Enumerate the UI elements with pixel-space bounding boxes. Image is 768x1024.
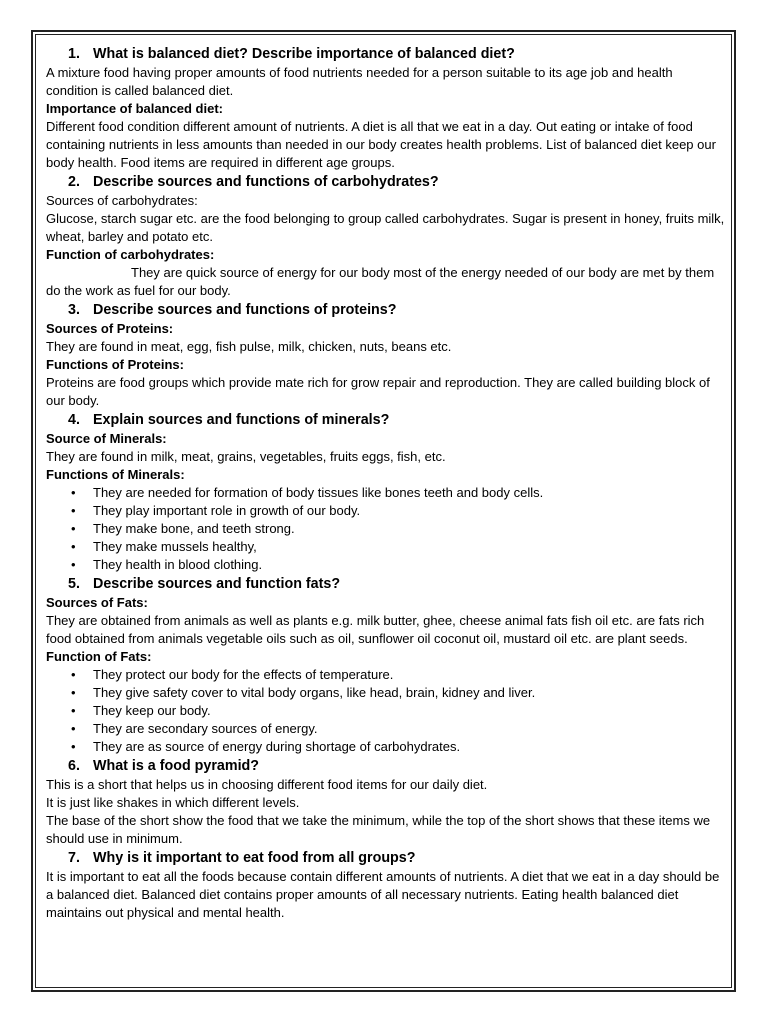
question-6-heading: 6. What is a food pyramid? (68, 758, 260, 774)
q3-subheading-sources: Sources of Proteins: (46, 321, 174, 336)
q6-text-3: The base of the short show the food that we take the minimum, while the top of the short shows that these items we should use in minimum. (46, 813, 711, 846)
list-item: • They make mussels healthy, (46, 538, 726, 556)
q2-subheading-sources: Sources of carbohydrates: (46, 193, 198, 208)
list-item: • They health in blood clothing. (46, 556, 726, 574)
q4-subheading-functions: Functions of Minerals: (46, 467, 185, 482)
list-item: • They play important role in growth of our body. (46, 502, 726, 520)
list-item: • They make bone, and teeth strong. (46, 520, 726, 538)
q2-function-text: They are quick source of energy for our body most of the energy needed of our body are met by them do the work as fuel for our body. (46, 265, 715, 298)
q1-subheading-importance: Importance of balanced diet: (46, 101, 223, 116)
question-2-heading: 2. Describe sources and functions of carbohydrates? (68, 174, 439, 190)
q2-subheading-function: Function of carbohydrates: (46, 247, 215, 262)
document-body (46, 44, 726, 922)
list-item: • They are needed for formation of body tissues like bones teeth and body cells. (46, 484, 726, 502)
q4-subheading-sources: Source of Minerals: (46, 431, 167, 446)
q6-text-2: It is just like shakes in which different levels. (46, 795, 300, 810)
q3-functions-text: Proteins are food groups which provide mate rich for grow repair and reproduction. They are called building block of our body. (46, 375, 710, 408)
q5-subheading-sources: Sources of Fats: (46, 595, 148, 610)
list-item: • They are secondary sources of energy. (46, 720, 726, 738)
q5-subheading-function: Function of Fats: (46, 649, 152, 664)
list-item: • They keep our body. (46, 702, 726, 720)
q7-text: It is important to eat all the foods because contain different amounts of nutrients. A diet that we eat in a day should be a balanced diet. Balanced diet contains proper amounts of all necessary nutrients. Eating health balanced diet maintains out physical and mental health. (46, 869, 720, 920)
q1-definition: A mixture food having proper amounts of food nutrients needed for a person suitable to its age job and health condition is called balanced diet. (46, 65, 673, 98)
q2-sources-text: Glucose, starch sugar etc. are the food belonging to group called carbohydrates. Sugar is present in honey, fruits milk, wheat, barley and potato etc. (46, 211, 725, 244)
list-item: • They are as source of energy during shortage of carbohydrates. (46, 738, 726, 756)
q3-subheading-functions: Functions of Proteins: (46, 357, 184, 372)
list-item: • They give safety cover to vital body organs, like head, brain, kidney and liver. (46, 684, 726, 702)
q3-sources-text: They are found in meat, egg, fish pulse, milk, chicken, nuts, beans etc. (46, 339, 452, 354)
list-item: • They protect our body for the effects of temperature. (46, 666, 726, 684)
q5-sources-text: They are obtained from animals as well as plants e.g. milk butter, ghee, cheese animal fats fish oil etc. are fats rich food obtained from animals vegetable oils such as oil, sunflower oil coconut oil, mustard oil etc. are plant seeds. (46, 613, 705, 646)
q4-functions-list (46, 484, 726, 574)
q6-text-1: This is a short that helps us in choosing different food items for our daily diet. (46, 777, 488, 792)
question-3-heading: 3. Describe sources and functions of proteins? (68, 302, 397, 318)
question-4-heading: 4. Explain sources and functions of minerals? (68, 412, 390, 428)
question-1-heading: 1. What is balanced diet? Describe importance of balanced diet? (68, 46, 515, 62)
question-5-heading: 5. Describe sources and function fats? (68, 576, 341, 592)
q1-importance-text: Different food condition different amount of nutrients. A diet is all that we eat in a day. Out eating or intake of food containing nutrients in less amounts than needed in our body creates health problems. List of balanced diet keep our body health. Food items are required in different age groups. (46, 119, 716, 170)
question-7-heading: 7. Why is it important to eat food from all groups? (68, 850, 416, 866)
q5-functions-list (46, 666, 726, 756)
q4-sources-text: They are found in milk, meat, grains, vegetables, fruits eggs, fish, etc. (46, 449, 446, 464)
